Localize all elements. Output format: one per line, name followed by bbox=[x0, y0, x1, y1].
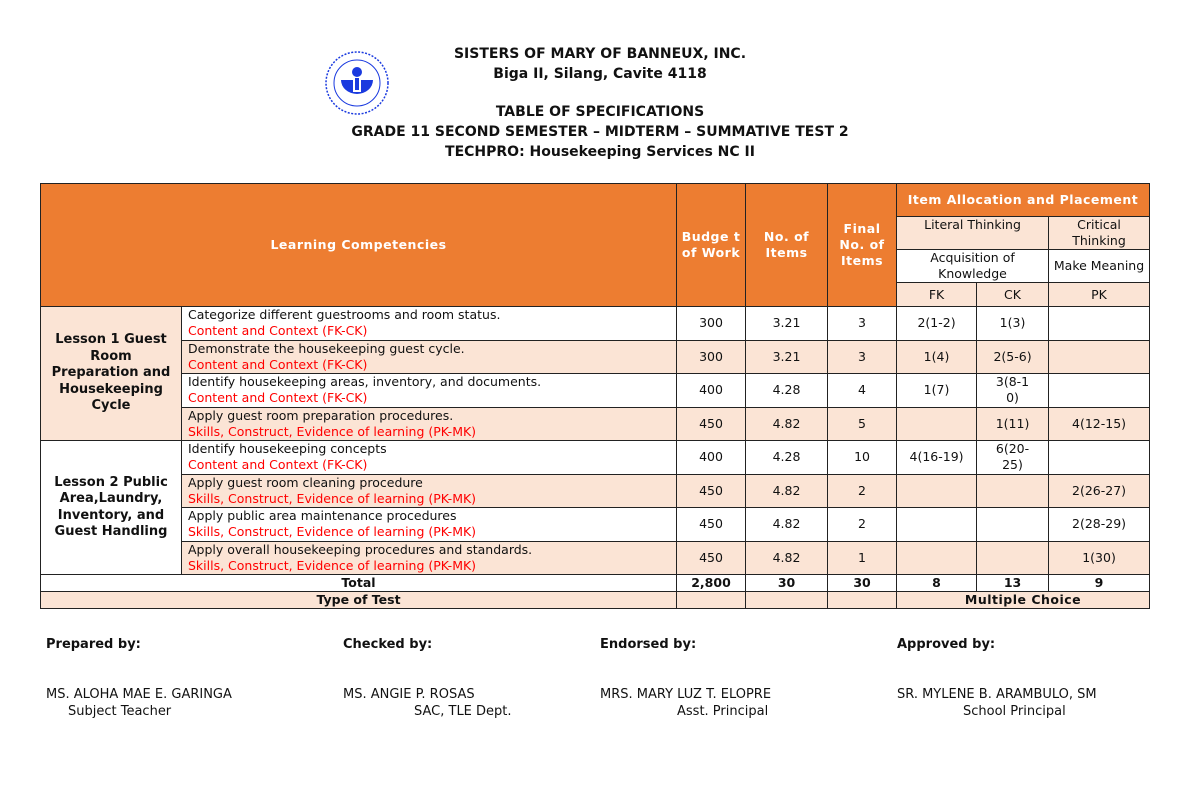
pk-cell: 4(12-15) bbox=[1049, 407, 1150, 441]
header-pk: PK bbox=[1049, 283, 1150, 307]
total-fk: 8 bbox=[897, 575, 977, 592]
signatory-role: Checked by: bbox=[343, 637, 433, 652]
signatory-title: SAC, TLE Dept. bbox=[414, 704, 512, 719]
final-cell: 4 bbox=[828, 374, 897, 408]
items-cell: 4.28 bbox=[746, 374, 828, 408]
header-final: Final No. of Items bbox=[828, 184, 897, 307]
signatory-title: Asst. Principal bbox=[677, 704, 769, 719]
competency-text: Categorize different guestrooms and room status. bbox=[188, 307, 501, 323]
header-ck: CK bbox=[977, 283, 1049, 307]
competency-domain: Content and Context (FK-CK) bbox=[188, 457, 368, 473]
signatory-title: School Principal bbox=[963, 704, 1066, 719]
signatory-title: Subject Teacher bbox=[68, 704, 172, 719]
signatory-name: MRS. MARY LUZ T. ELOPRE bbox=[600, 687, 772, 702]
pk-cell: 2(28-29) bbox=[1049, 508, 1150, 542]
pk-cell: 1(30) bbox=[1049, 541, 1150, 575]
fk-cell bbox=[897, 474, 977, 508]
specifications-table bbox=[40, 183, 1150, 609]
budget-cell: 400 bbox=[677, 374, 746, 408]
items-cell: 4.82 bbox=[746, 508, 828, 542]
fk-cell bbox=[897, 407, 977, 441]
signatory-name: MS. ALOHA MAE E. GARINGA bbox=[46, 687, 232, 702]
empty-cell bbox=[746, 592, 828, 609]
final-cell: 2 bbox=[828, 508, 897, 542]
competency-text: Demonstrate the housekeeping guest cycle. bbox=[188, 340, 465, 356]
budget-cell: 450 bbox=[677, 474, 746, 508]
competency-cell bbox=[182, 340, 677, 374]
pk-cell bbox=[1049, 441, 1150, 475]
competency-cell bbox=[182, 541, 677, 575]
competency-domain: Skills, Construct, Evidence of learning (PK-MK) bbox=[188, 524, 477, 540]
doc-title: TABLE OF SPECIFICATIONS bbox=[495, 104, 705, 120]
items-cell: 4.82 bbox=[746, 474, 828, 508]
competency-text: Apply guest room cleaning procedure bbox=[188, 474, 423, 490]
ck-cell: 3(8-10) bbox=[977, 374, 1049, 408]
items-cell: 4.28 bbox=[746, 441, 828, 475]
budget-cell: 450 bbox=[677, 508, 746, 542]
signatory-role: Endorsed by: bbox=[600, 637, 697, 652]
competency-cell bbox=[182, 508, 677, 542]
competency-cell bbox=[182, 407, 677, 441]
total-pk: 9 bbox=[1049, 575, 1150, 592]
header-literal: Literal Thinking bbox=[897, 217, 1049, 250]
competency-domain: Content and Context (FK-CK) bbox=[188, 323, 368, 339]
fk-cell bbox=[897, 508, 977, 542]
header-acquisition: Acquisition of Knowledge bbox=[897, 250, 1049, 283]
type-of-test-value: Multiple Choice bbox=[897, 592, 1150, 609]
items-cell: 4.82 bbox=[746, 541, 828, 575]
table-row bbox=[41, 374, 1150, 408]
total-items: 30 bbox=[746, 575, 828, 592]
competency-cell bbox=[182, 474, 677, 508]
ck-cell: 2(5-6) bbox=[977, 340, 1049, 374]
budget-cell: 300 bbox=[677, 340, 746, 374]
org-name: SISTERS OF MARY OF BANNEUX, INC. bbox=[453, 46, 747, 62]
competency-domain: Skills, Construct, Evidence of learning (PK-MK) bbox=[188, 423, 477, 439]
competency-domain: Content and Context (FK-CK) bbox=[188, 356, 368, 372]
competency-cell bbox=[182, 374, 677, 408]
empty-cell bbox=[828, 592, 897, 609]
lesson-label: Lesson 1 Guest Room Preparation and Housekeeping Cycle bbox=[41, 307, 182, 441]
competency-text: Apply overall housekeeping procedures and standards. bbox=[188, 541, 533, 557]
header-items: No. of Items bbox=[746, 184, 828, 307]
competency-text: Apply public area maintenance procedures bbox=[188, 508, 457, 524]
final-cell: 3 bbox=[828, 307, 897, 341]
doc-subtitle: GRADE 11 SECOND SEMESTER – MIDTERM – SUMMATIVE TEST 2 bbox=[351, 124, 849, 140]
signatory-role: Approved by: bbox=[897, 637, 996, 652]
header-competencies: Learning Competencies bbox=[41, 184, 677, 307]
signatory-name: MS. ANGIE P. ROSAS bbox=[343, 687, 475, 702]
budget-cell: 450 bbox=[677, 541, 746, 575]
table-row bbox=[41, 474, 1150, 508]
pk-cell bbox=[1049, 307, 1150, 341]
budget-cell: 400 bbox=[677, 441, 746, 475]
lesson-label: Lesson 2 Public Area,Laundry, Inventory, and Guest Handling bbox=[41, 441, 182, 575]
doc-subject: TECHPRO: Housekeeping Services NC II bbox=[445, 144, 755, 160]
pk-cell bbox=[1049, 374, 1150, 408]
ck-cell: 6(20-25) bbox=[977, 441, 1049, 475]
table-row bbox=[41, 407, 1150, 441]
fk-cell: 1(7) bbox=[897, 374, 977, 408]
ck-cell bbox=[977, 474, 1049, 508]
header-critical: Critical Thinking bbox=[1049, 217, 1150, 250]
items-cell: 3.21 bbox=[746, 340, 828, 374]
budget-cell: 450 bbox=[677, 407, 746, 441]
final-cell: 2 bbox=[828, 474, 897, 508]
org-address: Biga II, Silang, Cavite 4118 bbox=[493, 66, 707, 82]
header-budget: Budge t of Work bbox=[677, 184, 746, 307]
items-cell: 4.82 bbox=[746, 407, 828, 441]
total-row bbox=[41, 575, 1150, 592]
ck-cell bbox=[977, 541, 1049, 575]
competency-domain: Content and Context (FK-CK) bbox=[188, 390, 368, 406]
total-label: Total bbox=[41, 575, 677, 592]
empty-cell bbox=[677, 592, 746, 609]
ck-cell bbox=[977, 508, 1049, 542]
competency-text: Apply guest room preparation procedures. bbox=[188, 407, 454, 423]
final-cell: 1 bbox=[828, 541, 897, 575]
competency-text: Identify housekeeping concepts bbox=[188, 441, 387, 457]
header-meaning: Make Meaning bbox=[1049, 250, 1150, 283]
competency-cell bbox=[182, 307, 677, 341]
total-final: 30 bbox=[828, 575, 897, 592]
table-row bbox=[41, 441, 1150, 475]
fk-cell: 4(16-19) bbox=[897, 441, 977, 475]
final-cell: 3 bbox=[828, 340, 897, 374]
type-of-test-label: Type of Test bbox=[41, 592, 677, 609]
table-row bbox=[41, 340, 1150, 374]
ck-cell: 1(11) bbox=[977, 407, 1049, 441]
fk-cell: 2(1-2) bbox=[897, 307, 977, 341]
competency-text: Identify housekeeping areas, inventory, and documents. bbox=[188, 374, 542, 390]
competency-cell bbox=[182, 441, 677, 475]
budget-cell: 300 bbox=[677, 307, 746, 341]
signatory-name: SR. MYLENE B. ARAMBULO, SM bbox=[897, 687, 1097, 702]
type-of-test-row bbox=[41, 592, 1150, 609]
final-cell: 10 bbox=[828, 441, 897, 475]
total-ck: 13 bbox=[977, 575, 1049, 592]
ck-cell: 1(3) bbox=[977, 307, 1049, 341]
pk-cell bbox=[1049, 340, 1150, 374]
pk-cell: 2(26-27) bbox=[1049, 474, 1150, 508]
table-row bbox=[41, 307, 1150, 341]
table-row bbox=[41, 541, 1150, 575]
header-fk: FK bbox=[897, 283, 977, 307]
total-budget: 2,800 bbox=[677, 575, 746, 592]
competency-domain: Skills, Construct, Evidence of learning (PK-MK) bbox=[188, 557, 477, 573]
fk-cell bbox=[897, 541, 977, 575]
fk-cell: 1(4) bbox=[897, 340, 977, 374]
competency-domain: Skills, Construct, Evidence of learning (PK-MK) bbox=[188, 490, 477, 506]
items-cell: 3.21 bbox=[746, 307, 828, 341]
table-row bbox=[41, 508, 1150, 542]
final-cell: 5 bbox=[828, 407, 897, 441]
header-allocation: Item Allocation and Placement bbox=[897, 184, 1150, 217]
signatory-role: Prepared by: bbox=[46, 637, 141, 652]
